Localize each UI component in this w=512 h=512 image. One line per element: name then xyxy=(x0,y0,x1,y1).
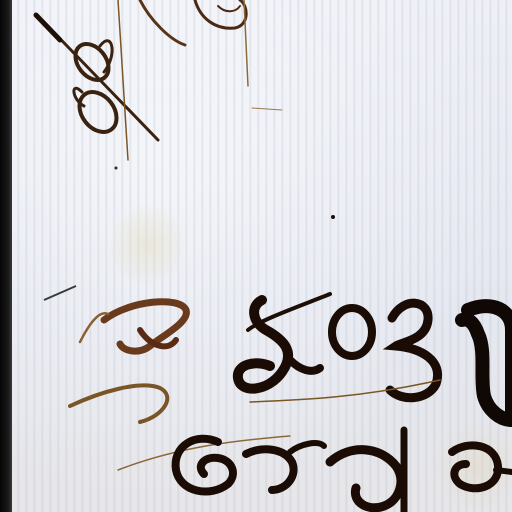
top-annotation-96 xyxy=(36,0,158,160)
top-right-strokes xyxy=(140,0,282,110)
pencil-mark xyxy=(44,286,76,300)
handwriting-line-1 xyxy=(80,294,512,420)
ink-dot xyxy=(331,215,335,219)
ink-dot-small xyxy=(115,167,118,170)
